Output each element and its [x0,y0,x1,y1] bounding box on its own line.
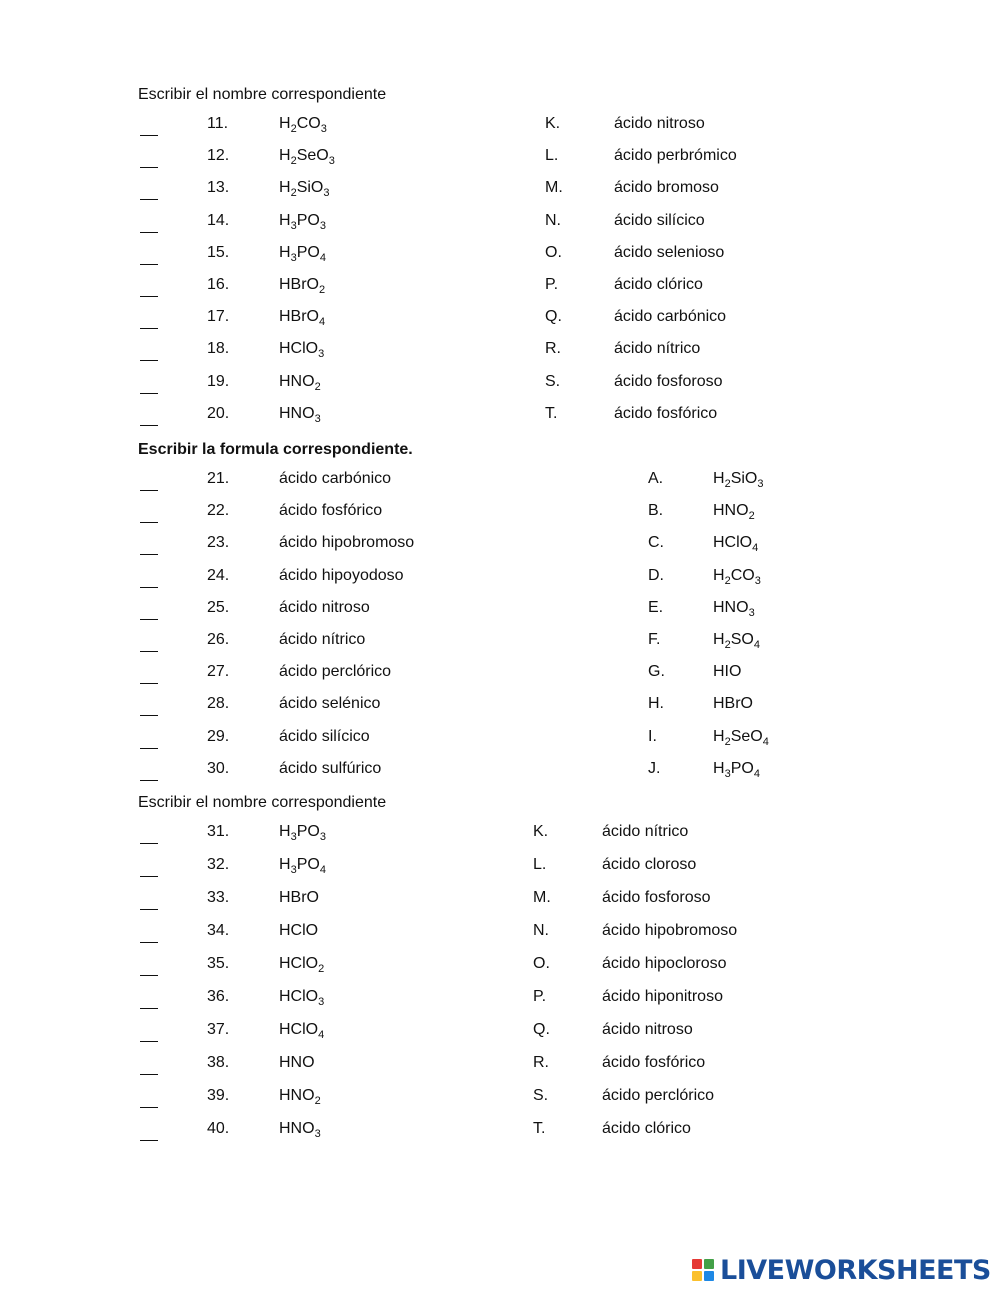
question-number: 31. [207,823,230,840]
answer-blank[interactable] [140,1020,158,1040]
question-row [0,339,1000,371]
answer-blank[interactable] [140,759,158,779]
option-letter: L. [545,147,559,165]
question-item: $H_3PO_3$ [279,211,326,232]
option-text: ácido nítrico [614,340,701,358]
answer-blank[interactable] [140,630,158,650]
question-row [0,921,1000,953]
question-number: 29. [207,727,230,745]
option-text: ácido nitroso [614,115,705,132]
question-item: HClO$_3$ [279,988,325,1009]
question-number: 22. [207,502,230,520]
option-text: ácido hipobromoso [602,922,738,939]
question-number: 16. [207,276,230,293]
question-item: ácido carbónico [279,470,392,487]
question-row [0,987,1000,1019]
question-item: $H_3PO_3$ [279,823,326,844]
question-number: 28. [207,695,230,713]
question-item: ácido hipoyodoso [279,566,404,584]
section-3-heading: Escribir el nombre correspondiente [138,794,387,811]
option-text: ácido hiponitroso [602,988,723,1005]
question-row [0,759,1000,791]
answer-blank[interactable] [140,307,158,327]
option-text: ácido nítrico [602,823,689,840]
option-letter: I. [648,727,657,745]
option-letter: N. [545,211,561,229]
answer-blank[interactable] [140,1119,158,1139]
option-letter: P. [545,276,559,293]
question-number: 27. [207,663,230,681]
option-text: ácido silícico [614,211,705,229]
question-number: 14. [207,211,230,229]
option-text: ácido clórico [602,1120,691,1137]
option-text: ácido selenioso [614,243,725,261]
logo-square [704,1259,714,1269]
option-letter: L. [533,856,547,873]
answer-blank[interactable] [140,501,158,521]
liveworksheets-logo [692,1253,991,1287]
question-number: 18. [207,340,230,358]
answer-blank[interactable] [140,243,158,263]
question-row [0,598,1000,630]
question-item: ácido silícico [279,727,370,745]
question-number: 17. [207,308,230,326]
answer-blank[interactable] [140,211,158,231]
option-text: ácido fosfórico [614,404,718,422]
option-letter: M. [533,889,551,906]
question-item: ácido nítrico [279,631,366,648]
answer-blank[interactable] [140,1053,158,1073]
answer-blank[interactable] [140,114,158,134]
option-letter: S. [533,1087,549,1104]
question-row [0,114,1000,146]
option-letter: O. [533,955,550,972]
option-letter: Q. [533,1021,550,1038]
question-item: HClO [279,922,319,939]
answer-blank[interactable] [140,372,158,392]
question-number: 26. [207,631,230,648]
question-row [0,727,1000,759]
option-letter: K. [533,823,549,840]
question-row [0,822,1000,854]
option-text: $H_3PO_4$ [713,759,760,780]
question-row [0,501,1000,533]
question-row [0,533,1000,565]
question-item: $HNO_2$ [279,1087,321,1108]
option-letter: O. [545,243,562,261]
question-row [0,630,1000,662]
question-row [0,1020,1000,1052]
question-number: 19. [207,372,230,390]
question-row [0,954,1000,986]
option-text: HBrO [713,695,753,713]
question-row [0,469,1000,501]
option-letter: S. [545,372,561,390]
option-letter: E. [648,598,664,616]
option-text: ácido fosfórico [602,1054,706,1071]
option-text: ácido cloroso [602,856,697,873]
answer-blank[interactable] [140,469,158,489]
question-item: $HNO_3$ [279,1120,321,1141]
logo-square [704,1271,714,1281]
question-number: 24. [207,566,230,584]
question-row [0,662,1000,694]
answer-blank[interactable] [140,275,158,295]
answer-blank[interactable] [140,888,158,908]
option-text: ácido perbrómico [614,147,737,165]
option-letter: H. [648,695,664,713]
question-number: 32. [207,856,230,873]
question-item: ácido selénico [279,695,381,713]
question-item: $HNO_3$ [279,404,321,425]
question-row [0,178,1000,210]
question-number: 33. [207,889,230,906]
question-item: HClO$_3$ [279,340,325,361]
option-text: HClO$_4$ [713,534,759,555]
option-letter: Q. [545,308,562,326]
question-number: 13. [207,179,230,197]
question-row [0,694,1000,726]
question-item: $H_3PO_4$ [279,243,326,264]
question-item: HClO$_4$ [279,1021,325,1042]
option-letter: R. [533,1054,549,1071]
question-item: $H_3PO_4$ [279,856,326,877]
logo-square [692,1259,702,1269]
answer-blank[interactable] [140,822,158,842]
section-1-heading: Escribir el nombre correspondiente [138,86,387,103]
question-row [0,566,1000,598]
question-row [0,372,1000,404]
option-text: ácido fosforoso [602,889,711,906]
question-number: 40. [207,1120,230,1137]
question-number: 38. [207,1054,230,1071]
answer-blank[interactable] [140,662,158,682]
answer-blank[interactable] [140,694,158,714]
question-item: ácido sulfúrico [279,759,382,777]
question-row [0,888,1000,920]
answer-blank[interactable] [140,598,158,618]
question-item: $H_2SeO_3$ [279,147,335,168]
section-2-heading: Escribir la formula correspondiente. [138,441,413,458]
option-letter: R. [545,340,561,358]
question-row [0,1119,1000,1151]
option-text: $HNO_2$ [713,502,755,523]
option-letter: P. [533,988,547,1005]
option-text: ácido hipocloroso [602,955,727,972]
question-row [0,146,1000,178]
option-text: ácido perclórico [602,1087,715,1104]
option-text: $H_2SiO_3$ [713,470,764,491]
question-number: 36. [207,988,230,1005]
answer-blank[interactable] [140,146,158,166]
answer-blank[interactable] [140,921,158,941]
answer-blank[interactable] [140,339,158,359]
answer-blank[interactable] [140,1086,158,1106]
answer-blank[interactable] [140,404,158,424]
question-row [0,855,1000,887]
question-item: $H_2SiO_3$ [279,179,330,200]
answer-blank[interactable] [140,855,158,875]
option-text: $H_2SO_4$ [713,631,760,652]
question-item: ácido fosfórico [279,502,383,520]
option-letter: F. [648,631,661,648]
option-text: ácido carbónico [614,308,727,326]
question-item: HBrO [279,889,319,906]
question-item: ácido nitroso [279,598,370,616]
question-item: $H_2CO_3$ [279,115,327,136]
option-letter: T. [533,1120,546,1137]
answer-blank[interactable] [140,954,158,974]
question-row [0,243,1000,275]
option-text: ácido bromoso [614,179,719,197]
question-number: 12. [207,147,230,165]
option-letter: N. [533,922,549,939]
option-letter: C. [648,534,664,552]
question-number: 30. [207,759,230,777]
question-row [0,404,1000,436]
option-text: ácido nitroso [602,1021,693,1038]
answer-blank[interactable] [140,987,158,1007]
logo-square [692,1271,702,1281]
answer-blank[interactable] [140,533,158,553]
option-letter: B. [648,502,664,520]
option-text: ácido clórico [614,276,703,293]
question-number: 37. [207,1021,230,1038]
question-number: 21. [207,470,230,487]
question-item: HNO [279,1054,315,1071]
question-number: 23. [207,534,230,552]
option-text: ácido fosforoso [614,372,723,390]
option-text: HIO [713,663,742,681]
option-letter: D. [648,566,664,584]
question-item: HBrO$_2$ [279,276,326,297]
option-text: $H_2SeO_4$ [713,727,769,748]
logo-squares-icon [692,1259,714,1281]
question-row [0,275,1000,307]
question-row [0,1053,1000,1085]
question-number: 20. [207,404,230,422]
question-item: HClO$_2$ [279,955,325,976]
question-item: $HNO_2$ [279,372,321,393]
question-number: 11. [207,115,229,132]
option-letter: A. [648,470,664,487]
question-number: 34. [207,922,230,939]
answer-blank[interactable] [140,727,158,747]
option-letter: G. [648,663,665,681]
question-item: ácido hipobromoso [279,534,415,552]
question-row [0,211,1000,243]
option-text: $H_2CO_3$ [713,566,761,587]
question-number: 35. [207,955,230,972]
question-number: 25. [207,598,230,616]
option-letter: M. [545,179,563,197]
question-number: 15. [207,243,230,261]
question-item: HBrO$_4$ [279,308,326,329]
question-row [0,1086,1000,1118]
question-number: 39. [207,1087,230,1104]
option-letter: J. [648,759,661,777]
option-text: $HNO_3$ [713,598,755,619]
option-letter: T. [545,404,558,422]
question-item: ácido perclórico [279,663,392,681]
option-letter: K. [545,115,561,132]
answer-blank[interactable] [140,178,158,198]
logo-text: LIVEWORKSHEETS [720,1254,991,1286]
question-row [0,307,1000,339]
answer-blank[interactable] [140,566,158,586]
